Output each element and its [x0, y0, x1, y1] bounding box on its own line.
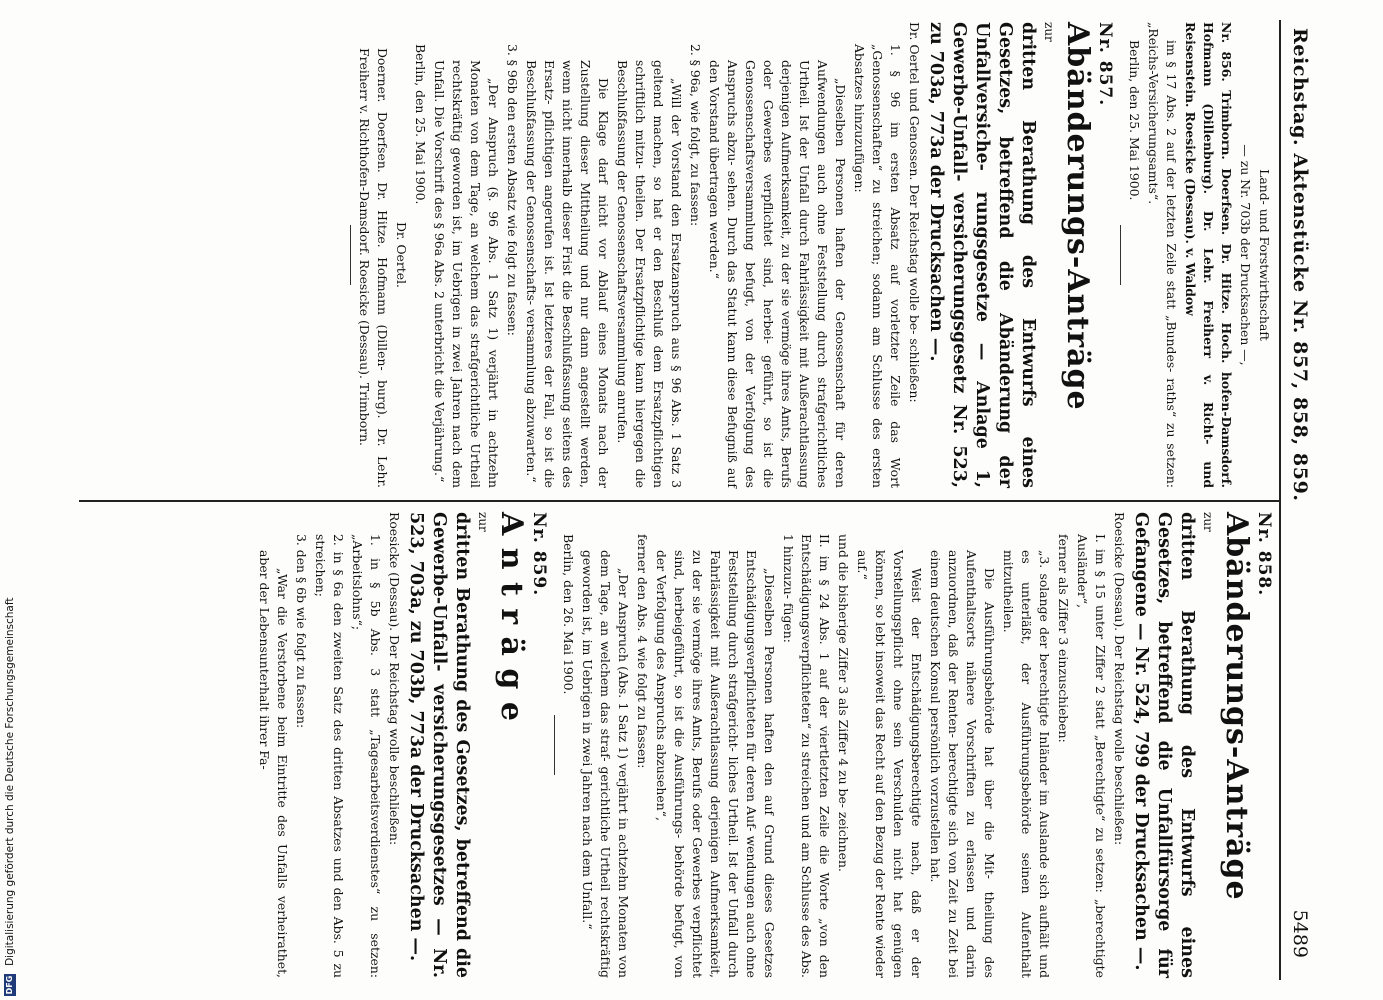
column-divider — [79, 500, 1279, 502]
item-I-c: „3. solange der berechtigte Inländer im Auslande sich aufhält und es unterläßt, der Ausführungsbehörde seinen Aufenthalt mitzutheilen. — [1001, 550, 1052, 978]
intro-859: Roesicke (Dessau). Der Reichstag wolle beschließen: — [387, 512, 402, 846]
page-header — [1283, 20, 1311, 980]
signature-list: Doerner. Doerfsen. Dr. Hitze. Hofmann (Dillen- burg). Dr. Lehr. Freiherr v. Richthofen-Damsdorf. Roesicke (Dessau). Trimborn. — [357, 48, 390, 488]
funding-notice — [0, 0, 22, 1000]
nr856-names: Nr. 856. Trimborn. Doerfsen. Dr. Hitze. Hoch. hofen-Damsdorf. Hofmann (Dillenburg). Dr. Lehr. Freiherr v. Richt- und Reisenstein. Roesicke (Dessau). v. Waldow — [1183, 22, 1234, 488]
separator — [1120, 225, 1121, 285]
heading-857: dritten Berathung des Entwurfs eines Gesetzes, betreffend die Abänderung der Unfallversiche- rungsgesetze — Anlage 1, Gewerbe-Unfall- versicherungsgesetz Nr. 523, zu 703a, 773a der Drucksachen —. — [926, 22, 1038, 488]
separator — [554, 715, 555, 775]
item-3: 3. § 96b den ersten Absatz wie folgt zu fassen: — [505, 44, 520, 336]
item-r2: 2. in § 6a den zweiten Satz des dritten Absatzes und den Abs. 5 zu streichen; — [313, 534, 346, 978]
funding-text: Digitalisierung gefördert durch die Deutsche Forschungsgemeinschaft — [4, 597, 16, 966]
signature-main: Dr. Oertel. — [394, 222, 409, 288]
intro-line: — zu Nr. 703b der Drucksachen —, — [1238, 144, 1253, 366]
number-858: Nr. 858. — [1254, 512, 1274, 597]
title-857: Abänderungs-Anträge — [1060, 22, 1095, 411]
item-r3-quote: „War die Verstorbene beim Eintritte des Unfalls verheirathet, aber der Lebensunterhalt ihrer Fa- — [257, 550, 290, 978]
number-857: Nr. 857. — [1095, 22, 1115, 107]
item-r1: 1. in § 5b Abs. 3 statt „Tagesarbeitsverdienstes“ zu setzen: „Arbeitslohns“; — [350, 534, 383, 978]
header-rule — [1279, 20, 1281, 980]
zur-858: zur — [1201, 512, 1215, 532]
page-number: 5489 — [1289, 909, 1311, 958]
date-line: Berlin, den 25. Mai 1900. — [1127, 40, 1142, 201]
intro-858: Roesicke (Dessau). Der Reichstag wolle beschließen: — [1112, 512, 1127, 846]
item-1-quote: „Dieselben Personen haften der Genossenschaft für deren Aufwendungen auch ohne Feststellung durch strafgerichtliches Urtheil. Ist der Unfall durch Fahrlässigkeit mit Außerachtlassung derjenigen Aufmerksamkeit, zu der sie vermöge ihres Amts, Berufs oder Gewerbes verpflichtet sind, herbei- geführt, so ist die Genossenschaftsversammlung befugt, von der Verfolgung des Anspruchs abzu- sehen. Durch das Statut kann diese Befugniß auf den Vorstand übertragen werden.“ — [707, 60, 848, 488]
item-I-d: Die Ausführungsbehörde hat über die Mit- theilung des Aufenthaltsorts nähere Vorschriften zu erlassen und darin anzuordnen, daß der Renten- berechtigte sich von Zeit zu Zeit bei einem deutschen Konsul persönlich vorzustellen hat. — [928, 550, 997, 978]
title-859: A n t r ä g e — [494, 512, 529, 722]
date-line: Berlin, den 25. Mai 1900. — [413, 44, 428, 205]
zur-857: zur — [1042, 22, 1056, 42]
heading-858: dritten Berathung des Entwurfs eines Gesetzes, betreffend die Unfallfürsorge für Gefangene — Nr. 524, 799 der Drucksachen —. — [1131, 512, 1197, 978]
item-2: 2. § 96a, wie folgt, zu fassen: — [688, 44, 703, 227]
item-II-b: ferner den Abs. 4 wie folgt zu fassen: — [635, 534, 650, 769]
item-I-b: ferner als Ziffer 3 einzuschieben: — [1056, 534, 1071, 743]
left-column — [344, 22, 1273, 488]
item-I-e: Weist der Entschädigungsberechtigte nach, daß er der Vorstellungspflicht ohne sein Verschulden nicht hat genügen können, so lebt insoweit das Recht auf den Bezug der Rente wieder auf.“ — [855, 550, 924, 978]
item-2-quote-2: Die Klage darf nicht vor Ablauf eines Monats nach der Zustellung dieser Mittheilung und nur dann angestellt werden, wenn nicht innerhalb dieser Frist die Beschlußfassung seitens des Ersatz- pflichtigen angerufen ist. Ist letzteres der Fall, so ist die Beschlußfassung der Genossenschafts- versammlung abzuwarten.“ — [524, 60, 611, 488]
item-II: II. im § 24 Abs. 1 auf der viertletzten Zeile die Worte „von den Entschädigungsverpflichteten“ zu streichen und am Schlusse des Abs. 1 hinzuzu- fügen: — [781, 534, 832, 978]
item-II-quote: „Dieselben Personen haften den auf Grund dieses Gesetzes Entschädigungsverpflichteten für deren Auf- wendungen auch ohne Feststellung durch strafgericht- liches Urtheil. Ist der Unfall durch Fahrlässigkeit mit Außerachtlassung derjenigen Aufmerksamkeit, zu der sie vermöge ihres Amts, Berufs oder Gewerbes verpflichtet sind, herbeigeführt, so ist die Ausführungs- behörde befugt, von der Verfolgung des Anspruchs abzusehen“, — [654, 550, 777, 978]
title-858: Abänderungs-Anträge — [1219, 512, 1254, 901]
item-1: 1. § 96 im ersten Absatz auf vorletzter Zeile das Wort „Genossenschaften“ zu streichen; sodann am Schlusse des ersten Absatzes hinzuzufügen: — [852, 44, 903, 488]
heading-859: dritten Berathung des Gesetzes, betreffend die Gewerbe-Unfall- versicherungsgesetzes — Nr. 523, 703a, zu 703b, 773a der Drucksachen —. — [406, 512, 472, 978]
dfg-logo: DFG — [5, 975, 14, 995]
item-3-quote: „Der Anspruch (§. 96 Abs. 1 Satz 1) verjährt in achtzehn Monaten von dem Tage, an welchem das strafgerichtliche Urtheil rechtskräftig geworden ist, im Uebrigen in zwei Jahren nach dem Unfall. Die Vorschrift des § 96a Abs. 2 unterbricht die Verjährung.“ — [432, 60, 501, 488]
running-head: Reichstag. Aktenstücke Nr. 857, 858, 859. — [1289, 28, 1311, 502]
number-859: Nr. 859. — [529, 512, 549, 597]
separator — [350, 225, 351, 285]
zur-859: zur — [476, 512, 490, 532]
item-r3: 3. den § 6b wie folgt zu fassen: — [294, 534, 309, 729]
item-I-f: und die bisherige Ziffer 3 als Ziffer 4 zu be- zeichnen. — [836, 534, 851, 872]
intro-857: Dr. Oertel und Genossen. Der Reichstag wolle be- schließen: — [907, 22, 922, 403]
nr856-text: im § 17 Abs. 2 auf der letzten Zeile statt „Bundes- raths“ zu setzen: „Reichs-Versicherungsamts“. — [1146, 22, 1179, 488]
item-2-quote: „Will der Vorstand den Ersatzanspruch aus § 96 Abs. 1 Satz 3 geltend machen, so hat er den Beschluß dem Ersatzpflichtigen schriftlich mitzu- theilen. Der Ersatzpflichtige kann hiergegen die Beschlußfassung der Genossenschaftsversammlung anrufen. — [615, 60, 684, 488]
intro-line: Land- und Forstwirthschaft — [1257, 169, 1272, 341]
item-II-quote-2: „Der Anspruch (Abs. 1 Satz 1) verjährt in achtzehn Monaten von dem Tage, an welchem das straf- gerichtliche Urtheil rechtskräftig geworden ist, im Uebrigen in zwei Jahren nach dem Unfall.“ — [580, 550, 631, 978]
item-I: I. im § 15 unter Ziffer 2 statt „Berechtigte“ zu setzen: „berechtigte Ausländer“, — [1075, 534, 1108, 978]
right-column — [254, 512, 1273, 978]
date-line: Berlin, den 26. Mai 1900. — [561, 534, 576, 695]
